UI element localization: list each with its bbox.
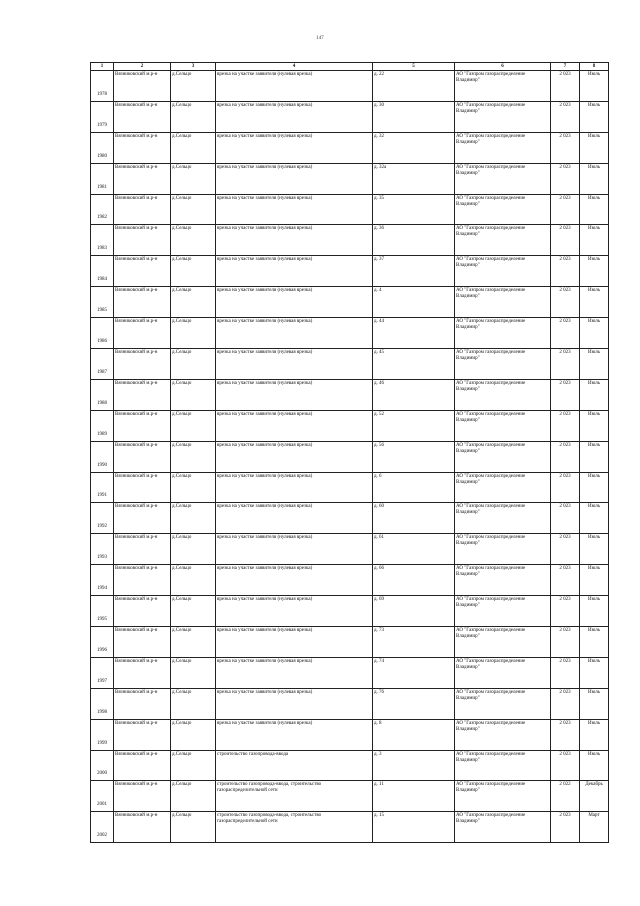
year-cell: 2 023: [551, 441, 580, 472]
locality-cell: д.Сельцо: [171, 410, 216, 441]
year-cell: 2 023: [551, 256, 580, 287]
month-cell: Июль: [580, 565, 609, 596]
organization-cell: [455, 71, 551, 102]
locality-cell: д.Сельцо: [171, 688, 216, 719]
year-cell: 2 023: [551, 503, 580, 534]
table-row: [91, 750, 609, 781]
district-cell: Вязниковский м.р-н: [114, 657, 171, 688]
month-cell: Июль: [580, 349, 609, 380]
house-number-cell: д. 11: [373, 781, 455, 812]
row-number: 1981: [91, 163, 114, 194]
work-type-cell: врезка на участке заявителя (нулевая врезка): [216, 194, 373, 225]
organization-line-1: АО "Газпром газораспределение: [456, 350, 526, 356]
month-cell: Июль: [580, 657, 609, 688]
organization-line-2: Владимир": [456, 448, 480, 454]
month-cell: Июль: [580, 71, 609, 102]
registry-table: [90, 62, 609, 843]
locality-cell: д.Сельцо: [171, 225, 216, 256]
work-type-cell: врезка на участке заявителя (нулевая врезка): [216, 71, 373, 102]
house-number-cell: д. 35: [373, 194, 455, 225]
house-number-cell: д. 52: [373, 410, 455, 441]
year-cell: 2 023: [551, 71, 580, 102]
row-number: 1993: [91, 534, 114, 565]
organization-line-1: АО "Газпром газораспределение: [456, 411, 526, 417]
organization-line-2: Владимир": [456, 170, 480, 176]
locality-cell: д.Сельцо: [171, 565, 216, 596]
month-cell: Июль: [580, 287, 609, 318]
organization-line-2: Владимир": [456, 510, 480, 516]
year-cell: 2 023: [551, 657, 580, 688]
house-number-cell: д. 74: [373, 657, 455, 688]
organization-line-1: АО "Газпром газораспределение: [456, 628, 526, 634]
organization-line-2: Владимир": [456, 356, 480, 362]
house-number-cell: д. 44: [373, 318, 455, 349]
month-cell: Июль: [580, 132, 609, 163]
table-row: [91, 657, 609, 688]
organization-line-2: Владимир": [456, 263, 480, 269]
year-cell: 2 023: [551, 349, 580, 380]
month-cell: Июль: [580, 410, 609, 441]
locality-cell: д.Сельцо: [171, 534, 216, 565]
locality-cell: д.Сельцо: [171, 163, 216, 194]
house-number-cell: д. 22: [373, 71, 455, 102]
month-cell: Июль: [580, 441, 609, 472]
locality-cell: д.Сельцо: [171, 719, 216, 750]
organization-line-1: АО "Газпром газораспределение: [456, 504, 526, 510]
table-row: [91, 503, 609, 534]
work-type-cell: врезка на участке заявителя (нулевая врезка): [216, 101, 373, 132]
locality-cell: д.Сельцо: [171, 812, 216, 843]
locality-cell: д.Сельцо: [171, 657, 216, 688]
column-header-5: 5: [373, 63, 455, 71]
organization-line-1: АО "Газпром газораспределение: [456, 164, 526, 170]
locality-cell: д.Сельцо: [171, 472, 216, 503]
page-number: 147: [316, 36, 324, 41]
row-number: 1997: [91, 657, 114, 688]
work-type-cell: врезка на участке заявителя (нулевая врезка): [216, 287, 373, 318]
organization-line-2: Владимир": [456, 726, 480, 732]
month-cell: Июль: [580, 194, 609, 225]
work-type-cell: врезка на участке заявителя (нулевая врезка): [216, 225, 373, 256]
organization-line-1: АО "Газпром газораспределение: [456, 319, 526, 325]
table-row: [91, 225, 609, 256]
house-number-cell: д. 30: [373, 101, 455, 132]
table-row: [91, 71, 609, 102]
column-header-8: 8: [580, 63, 609, 71]
column-header-2: 2: [114, 63, 171, 71]
table-row: [91, 565, 609, 596]
table-row: [91, 256, 609, 287]
house-number-cell: д. 8: [373, 719, 455, 750]
district-cell: Вязниковский м.р-н: [114, 812, 171, 843]
district-cell: Вязниковский м.р-н: [114, 256, 171, 287]
organization-cell: [455, 441, 551, 472]
work-type-cell: врезка на участке заявителя (нулевая врезка): [216, 565, 373, 596]
house-number-cell: д. 4: [373, 287, 455, 318]
year-cell: 2 023: [551, 719, 580, 750]
organization-cell: [455, 287, 551, 318]
locality-cell: д.Сельцо: [171, 101, 216, 132]
month-cell: Июль: [580, 163, 609, 194]
house-number-cell: д. 32а: [373, 163, 455, 194]
organization-line-1: АО "Газпром газораспределение: [456, 751, 526, 757]
organization-line-1: АО "Газпром газораспределение: [456, 566, 526, 572]
organization-cell: [455, 379, 551, 410]
work-type-cell: врезка на участке заявителя (нулевая врезка): [216, 132, 373, 163]
row-number: 1994: [91, 565, 114, 596]
work-type-cell: врезка на участке заявителя (нулевая врезка): [216, 410, 373, 441]
district-cell: Вязниковский м.р-н: [114, 627, 171, 658]
house-number-cell: д. 69: [373, 596, 455, 627]
locality-cell: д.Сельцо: [171, 379, 216, 410]
locality-cell: д.Сельцо: [171, 194, 216, 225]
work-type-cell: строительство газопровода-ввода, строительство газораспределительной сети: [216, 812, 373, 843]
house-number-cell: д. 3: [373, 750, 455, 781]
locality-cell: д.Сельцо: [171, 287, 216, 318]
month-cell: Декабрь: [580, 781, 609, 812]
row-number: 1978: [91, 71, 114, 102]
organization-cell: [455, 781, 551, 812]
organization-line-2: Владимир": [456, 788, 480, 794]
organization-line-1: АО "Газпром газораспределение: [456, 72, 526, 77]
year-cell: 2 023: [551, 596, 580, 627]
row-number: 1995: [91, 596, 114, 627]
house-number-cell: д. 37: [373, 256, 455, 287]
house-number-cell: д. 15: [373, 812, 455, 843]
table-row: [91, 410, 609, 441]
organization-line-2: Владимир": [456, 78, 480, 83]
table-row: [91, 379, 609, 410]
organization-line-2: Владимир": [456, 695, 480, 701]
year-cell: 2 023: [551, 565, 580, 596]
locality-cell: д.Сельцо: [171, 627, 216, 658]
row-number: 1988: [91, 379, 114, 410]
house-number-cell: д. 73: [373, 627, 455, 658]
district-cell: Вязниковский м.р-н: [114, 101, 171, 132]
month-cell: Июль: [580, 719, 609, 750]
year-cell: 2 023: [551, 688, 580, 719]
column-header-3: 3: [171, 63, 216, 71]
table-row: [91, 812, 609, 843]
table-row: [91, 287, 609, 318]
table-row: [91, 194, 609, 225]
locality-cell: д.Сельцо: [171, 503, 216, 534]
organization-line-2: Владимир": [456, 108, 480, 114]
year-cell: 2 023: [551, 287, 580, 318]
organization-line-1: АО "Газпром газораспределение: [456, 195, 526, 201]
organization-cell: [455, 194, 551, 225]
district-cell: Вязниковский м.р-н: [114, 318, 171, 349]
table-row: [91, 132, 609, 163]
locality-cell: д.Сельцо: [171, 349, 216, 380]
row-number: 1990: [91, 441, 114, 472]
organization-line-1: АО "Газпром газораспределение: [456, 133, 526, 139]
house-number-cell: д. 56: [373, 441, 455, 472]
locality-cell: д.Сельцо: [171, 71, 216, 102]
organization-line-2: Владимир": [456, 294, 480, 300]
work-type-cell: врезка на участке заявителя (нулевая врезка): [216, 596, 373, 627]
district-cell: Вязниковский м.р-н: [114, 472, 171, 503]
organization-line-2: Владимир": [456, 634, 480, 640]
house-number-cell: д. 61: [373, 534, 455, 565]
organization-line-1: АО "Газпром газораспределение: [456, 813, 526, 819]
organization-cell: [455, 657, 551, 688]
organization-cell: [455, 349, 551, 380]
year-cell: 2 023: [551, 132, 580, 163]
district-cell: Вязниковский м.р-н: [114, 750, 171, 781]
organization-cell: [455, 688, 551, 719]
organization-line-1: АО "Газпром газораспределение: [456, 473, 526, 479]
district-cell: Вязниковский м.р-н: [114, 781, 171, 812]
year-cell: 2 023: [551, 534, 580, 565]
organization-cell: [455, 812, 551, 843]
year-cell: 2 023: [551, 472, 580, 503]
row-number: 1992: [91, 503, 114, 534]
row-number: 1984: [91, 256, 114, 287]
district-cell: Вязниковский м.р-н: [114, 349, 171, 380]
organization-cell: [455, 472, 551, 503]
row-number: 1996: [91, 627, 114, 658]
organization-line-1: АО "Газпром газораспределение: [456, 535, 526, 541]
organization-line-1: АО "Газпром газораспределение: [456, 442, 526, 448]
month-cell: Июль: [580, 627, 609, 658]
header-row: [91, 63, 609, 71]
year-cell: 2 023: [551, 627, 580, 658]
district-cell: Вязниковский м.р-н: [114, 503, 171, 534]
organization-line-2: Владимир": [456, 541, 480, 547]
year-cell: 2 023: [551, 163, 580, 194]
row-number: 1979: [91, 101, 114, 132]
table-row: [91, 472, 609, 503]
work-type-cell: строительство газопровода-ввода: [216, 750, 373, 781]
table-row: [91, 534, 609, 565]
organization-line-2: Владимир": [456, 139, 480, 145]
organization-line-2: Владимир": [456, 386, 480, 392]
locality-cell: д.Сельцо: [171, 750, 216, 781]
organization-line-1: АО "Газпром газораспределение: [456, 288, 526, 294]
month-cell: Июль: [580, 225, 609, 256]
district-cell: Вязниковский м.р-н: [114, 719, 171, 750]
district-cell: Вязниковский м.р-н: [114, 596, 171, 627]
organization-line-1: АО "Газпром газораспределение: [456, 597, 526, 603]
row-number: 1989: [91, 410, 114, 441]
table-row: [91, 627, 609, 658]
column-header-7: 7: [551, 63, 580, 71]
locality-cell: д.Сельцо: [171, 596, 216, 627]
year-cell: 2 023: [551, 225, 580, 256]
organization-line-2: Владимир": [456, 232, 480, 238]
organization-cell: [455, 318, 551, 349]
district-cell: Вязниковский м.р-н: [114, 163, 171, 194]
organization-line-2: Владимир": [456, 325, 480, 331]
table-row: [91, 163, 609, 194]
column-header-6: 6: [455, 63, 551, 71]
work-type-cell: врезка на участке заявителя (нулевая врезка): [216, 472, 373, 503]
month-cell: Март: [580, 812, 609, 843]
house-number-cell: д. 32: [373, 132, 455, 163]
organization-cell: [455, 256, 551, 287]
locality-cell: д.Сельцо: [171, 256, 216, 287]
work-type-cell: врезка на участке заявителя (нулевая врезка): [216, 318, 373, 349]
organization-cell: [455, 627, 551, 658]
organization-line-2: Владимир": [456, 417, 480, 423]
month-cell: Июль: [580, 101, 609, 132]
organization-line-2: Владимир": [456, 572, 480, 578]
year-cell: 2 023: [551, 101, 580, 132]
row-number: 1983: [91, 225, 114, 256]
row-number: 2001: [91, 781, 114, 812]
organization-cell: [455, 132, 551, 163]
organization-line-2: Владимир": [456, 479, 480, 485]
house-number-cell: д. 46: [373, 379, 455, 410]
month-cell: Июль: [580, 503, 609, 534]
organization-line-1: АО "Газпром газораспределение: [456, 226, 526, 232]
table-row: [91, 596, 609, 627]
work-type-cell: врезка на участке заявителя (нулевая врезка): [216, 441, 373, 472]
district-cell: Вязниковский м.р-н: [114, 534, 171, 565]
column-header-4: 4: [216, 63, 373, 71]
organization-line-2: Владимир": [456, 201, 480, 207]
table-row: [91, 318, 609, 349]
district-cell: Вязниковский м.р-н: [114, 194, 171, 225]
work-type-cell: врезка на участке заявителя (нулевая врезка): [216, 688, 373, 719]
month-cell: Июль: [580, 750, 609, 781]
row-number: 1985: [91, 287, 114, 318]
organization-line-1: АО "Газпром газораспределение: [456, 257, 526, 263]
table-row: [91, 101, 609, 132]
locality-cell: д.Сельцо: [171, 441, 216, 472]
house-number-cell: д. 45: [373, 349, 455, 380]
table-row: [91, 719, 609, 750]
month-cell: Июль: [580, 534, 609, 565]
table-body: [91, 71, 609, 843]
house-number-cell: д. 6: [373, 472, 455, 503]
district-cell: Вязниковский м.р-н: [114, 287, 171, 318]
district-cell: Вязниковский м.р-н: [114, 410, 171, 441]
district-cell: Вязниковский м.р-н: [114, 379, 171, 410]
district-cell: Вязниковский м.р-н: [114, 441, 171, 472]
month-cell: Июль: [580, 688, 609, 719]
year-cell: 2 023: [551, 750, 580, 781]
house-number-cell: д. 60: [373, 503, 455, 534]
month-cell: Июль: [580, 596, 609, 627]
organization-line-2: Владимир": [456, 819, 480, 825]
organization-cell: [455, 534, 551, 565]
month-cell: Июль: [580, 256, 609, 287]
row-number: 1980: [91, 132, 114, 163]
organization-line-1: АО "Газпром газораспределение: [456, 102, 526, 108]
month-cell: Июль: [580, 318, 609, 349]
organization-cell: [455, 719, 551, 750]
organization-line-1: АО "Газпром газораспределение: [456, 689, 526, 695]
row-number: 2002: [91, 812, 114, 843]
row-number: 1987: [91, 349, 114, 380]
year-cell: 2 022: [551, 781, 580, 812]
district-cell: Вязниковский м.р-н: [114, 688, 171, 719]
month-cell: Июль: [580, 472, 609, 503]
row-number: 1982: [91, 194, 114, 225]
district-cell: Вязниковский м.р-н: [114, 225, 171, 256]
locality-cell: д.Сельцо: [171, 132, 216, 163]
table-row: [91, 688, 609, 719]
table-row: [91, 349, 609, 380]
year-cell: 2 023: [551, 812, 580, 843]
year-cell: 2 023: [551, 194, 580, 225]
organization-cell: [455, 503, 551, 534]
work-type-cell: врезка на участке заявителя (нулевая врезка): [216, 719, 373, 750]
organization-cell: [455, 750, 551, 781]
organization-line-1: АО "Газпром газораспределение: [456, 380, 526, 386]
work-type-cell: врезка на участке заявителя (нулевая врезка): [216, 163, 373, 194]
organization-line-1: АО "Газпром газораспределение: [456, 720, 526, 726]
organization-cell: [455, 565, 551, 596]
year-cell: 2 023: [551, 379, 580, 410]
organization-line-2: Владимир": [456, 664, 480, 670]
locality-cell: д.Сельцо: [171, 781, 216, 812]
organization-cell: [455, 410, 551, 441]
year-cell: 2 023: [551, 410, 580, 441]
work-type-cell: строительство газопровода-ввода, строительство газораспределительной сети: [216, 781, 373, 812]
row-number: 1998: [91, 688, 114, 719]
locality-cell: д.Сельцо: [171, 318, 216, 349]
organization-line-2: Владимир": [456, 603, 480, 609]
row-number: 1999: [91, 719, 114, 750]
organization-cell: [455, 163, 551, 194]
year-cell: 2 023: [551, 318, 580, 349]
column-header-1: 1: [91, 63, 114, 71]
organization-cell: [455, 596, 551, 627]
work-type-cell: врезка на участке заявителя (нулевая врезка): [216, 379, 373, 410]
month-cell: Июль: [580, 379, 609, 410]
work-type-cell: врезка на участке заявителя (нулевая врезка): [216, 627, 373, 658]
row-number: 1986: [91, 318, 114, 349]
table-row: [91, 781, 609, 812]
organization-cell: [455, 225, 551, 256]
organization-line-1: АО "Газпром газораспределение: [456, 658, 526, 664]
work-type-cell: врезка на участке заявителя (нулевая врезка): [216, 256, 373, 287]
organization-line-2: Владимир": [456, 757, 480, 763]
house-number-cell: д. 76: [373, 688, 455, 719]
table-row: [91, 441, 609, 472]
organization-line-1: АО "Газпром газораспределение: [456, 782, 526, 788]
work-type-cell: врезка на участке заявителя (нулевая врезка): [216, 349, 373, 380]
work-type-cell: врезка на участке заявителя (нулевая врезка): [216, 534, 373, 565]
work-type-cell: врезка на участке заявителя (нулевая врезка): [216, 503, 373, 534]
work-type-cell: врезка на участке заявителя (нулевая врезка): [216, 657, 373, 688]
organization-cell: [455, 101, 551, 132]
row-number: 2000: [91, 750, 114, 781]
row-number: 1991: [91, 472, 114, 503]
house-number-cell: д. 36: [373, 225, 455, 256]
district-cell: Вязниковский м.р-н: [114, 132, 171, 163]
district-cell: Вязниковский м.р-н: [114, 71, 171, 102]
house-number-cell: д. 66: [373, 565, 455, 596]
district-cell: Вязниковский м.р-н: [114, 565, 171, 596]
